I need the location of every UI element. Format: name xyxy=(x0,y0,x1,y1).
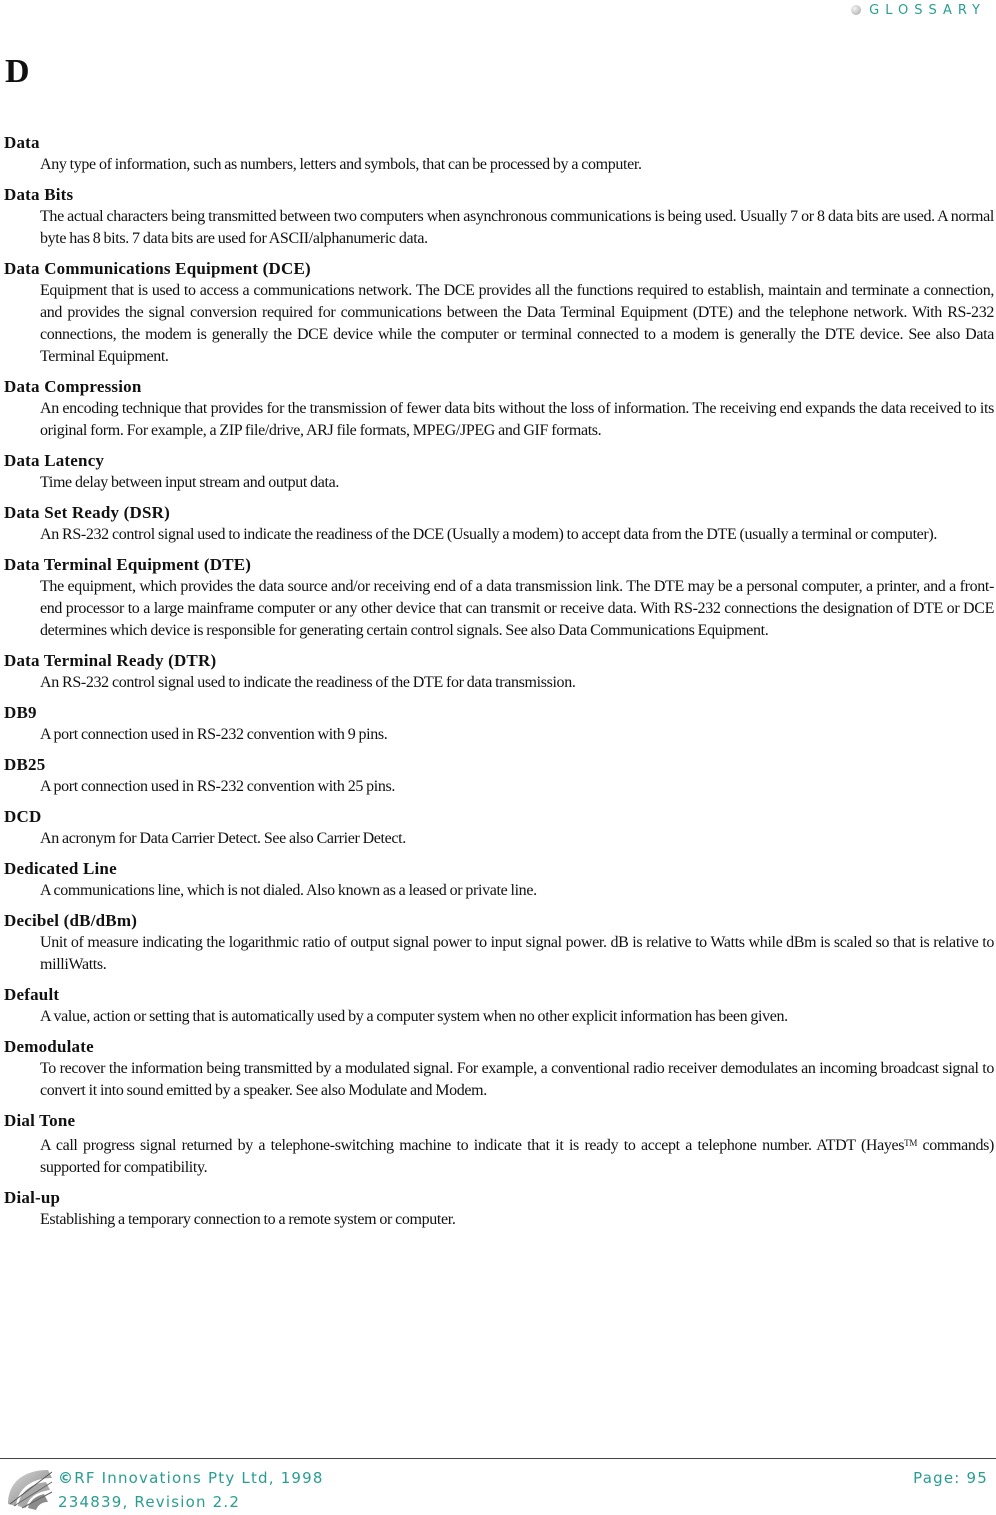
section-letter-heading: D xyxy=(5,53,30,90)
glossary-entry xyxy=(4,806,994,850)
glossary-definition xyxy=(40,472,994,494)
glossary-entry xyxy=(4,1110,994,1179)
glossary-definition xyxy=(40,154,994,176)
definition-text: A port connection used in RS-232 convention with 25 pins. xyxy=(40,778,396,795)
glossary-term: Decibel (dB/dBm) xyxy=(4,911,138,930)
definition-text: An RS-232 control signal used to indicate the readiness of the DTE for data transmission. xyxy=(40,674,576,691)
glossary-term: Dedicated Line xyxy=(4,859,117,878)
header-title: GLOSSARY xyxy=(869,2,986,18)
glossary-definition xyxy=(40,524,994,546)
definition-text: Unit of measure indicating the logarithmic ratio of output signal power to input signal power. dB is relative to Watts while dBm is scaled so that is relative to milliWatts. xyxy=(40,934,994,973)
glossary-term: Data Set Ready (DSR) xyxy=(4,503,170,522)
glossary-term: Dial Tone xyxy=(4,1111,76,1130)
definition-text: Equipment that is used to access a communications network. The DCE provides all the functions required to establish, maintain and terminate a connection, and provides the signal conversion required for communications between the Data Terminal Equipment (DTE) and the telephone network. With RS-232 connections, the modem is generally the DCE device while the computer or terminal connected to a modem is generally the DTE device. See also Data Terminal Equipment. xyxy=(40,282,994,365)
glossary-definition xyxy=(40,880,994,902)
glossary-term: Demodulate xyxy=(4,1037,94,1056)
glossary-entry xyxy=(4,502,994,546)
glossary-term: Data Terminal Ready (DTR) xyxy=(4,651,217,670)
definition-text: A value, action or setting that is automatically used by a computer system when no other explicit information has been given. xyxy=(40,1008,788,1025)
glossary-term: Dial-up xyxy=(4,1188,61,1207)
footer-company: RF Innovations Pty Ltd, 1998 xyxy=(74,1469,324,1487)
definition-text: An encoding technique that provides for the transmission of fewer data bits without the loss of information. The receiving end expands the data received to its original form. For example, a ZIP file/drive, ARJ file formats, MPEG/JPEG and GIF formats. xyxy=(40,400,994,439)
glossary-term: Data Terminal Equipment (DTE) xyxy=(4,555,252,574)
glossary-term: DB9 xyxy=(4,703,37,722)
glossary-definition xyxy=(40,932,994,976)
glossary-definition xyxy=(40,206,994,250)
glossary-definition xyxy=(40,398,994,442)
definition-text: An RS-232 control signal used to indicate the readiness of the DCE (Usually a modem) to accept data from the DTE (usually a terminal or computer). xyxy=(40,526,938,543)
footer-company-line xyxy=(58,1466,324,1490)
footer-doc-ref: 234839, Revision 2.2 xyxy=(58,1493,241,1511)
bullet-icon xyxy=(851,5,861,15)
copyright-symbol: © xyxy=(58,1469,75,1487)
glossary-term: Data Bits xyxy=(4,185,74,204)
glossary-entry xyxy=(4,132,994,176)
page-header xyxy=(851,0,986,20)
definition-text: A port connection used in RS-232 convention with 9 pins. xyxy=(40,726,388,743)
glossary-entry xyxy=(4,858,994,902)
glossary-definition xyxy=(40,576,994,642)
glossary-entry xyxy=(4,258,994,368)
footer-divider xyxy=(0,1458,996,1459)
glossary-term: Data Communications Equipment (DCE) xyxy=(4,259,311,278)
definition-text: The actual characters being transmitted between two computers when asynchronous communications is being used. Usually 7 or 8 data bits are used. A normal byte has 8 bits. 7 data bits are used for ASCII/alphanumeric data. xyxy=(40,208,994,247)
glossary-definition xyxy=(40,672,994,694)
glossary-definition xyxy=(40,776,994,798)
glossary-entry xyxy=(4,910,994,976)
glossary-entry xyxy=(4,184,994,250)
glossary-definition xyxy=(40,1132,994,1179)
glossary-entry xyxy=(4,1036,994,1102)
definition-text-tail: commands) supported for compatibility. xyxy=(40,1137,994,1176)
glossary-term: Data xyxy=(4,133,40,152)
glossary-entry xyxy=(4,1187,994,1231)
glossary-definition xyxy=(40,1209,994,1231)
definition-text: A communications line, which is not dialed. Also known as a leased or private line. xyxy=(40,882,537,899)
glossary-entry xyxy=(4,984,994,1028)
glossary-term: Default xyxy=(4,985,60,1004)
footer-page-number: Page: 95 xyxy=(913,1469,988,1487)
glossary-term: DCD xyxy=(4,807,42,826)
page-footer xyxy=(0,1460,996,1515)
glossary-definition xyxy=(40,280,994,368)
definition-text: A call progress signal returned by a telephone-switching machine to indicate that it is ready to accept a telephone number. ATDT (Hayes xyxy=(40,1137,905,1154)
definition-text: An acronym for Data Carrier Detect. See also Carrier Detect. xyxy=(40,830,406,847)
glossary-definition xyxy=(40,828,994,850)
glossary-entry xyxy=(4,702,994,746)
definition-text: To recover the information being transmitted by a modulated signal. For example, a conventional radio receiver demodulates an incoming broadcast signal to convert it into sound emitted by a speaker. See also Modulate and Modem. xyxy=(40,1060,994,1099)
glossary-term: DB25 xyxy=(4,755,46,774)
glossary-term: Data Compression xyxy=(4,377,142,396)
glossary-definition xyxy=(40,724,994,746)
company-logo-icon xyxy=(4,1464,56,1510)
glossary-entry xyxy=(4,650,994,694)
definition-text: Time delay between input stream and output data. xyxy=(40,474,340,491)
glossary-entry xyxy=(4,450,994,494)
glossary-term: Data Latency xyxy=(4,451,105,470)
glossary-definition xyxy=(40,1058,994,1102)
glossary-entry xyxy=(4,554,994,642)
glossary-entry xyxy=(4,754,994,798)
glossary-entry xyxy=(4,376,994,442)
glossary-list xyxy=(4,132,994,1239)
trademark-mark: TM xyxy=(904,1138,917,1148)
definition-text: Establishing a temporary connection to a remote system or computer. xyxy=(40,1211,456,1228)
definition-text: Any type of information, such as numbers, letters and symbols, that can be processed by a computer. xyxy=(40,156,642,173)
definition-text: The equipment, which provides the data source and/or receiving end of a data transmission link. The DTE may be a personal computer, a printer, and a front-end processor to a large mainframe computer or any other device that can transmit or receive data. With RS-232 connections the designation of DTE or DCE determines which device is responsible for generating certain control signals. See also Data Communications Equipment. xyxy=(40,578,994,639)
glossary-definition xyxy=(40,1006,994,1028)
footer-company-block xyxy=(58,1466,324,1514)
